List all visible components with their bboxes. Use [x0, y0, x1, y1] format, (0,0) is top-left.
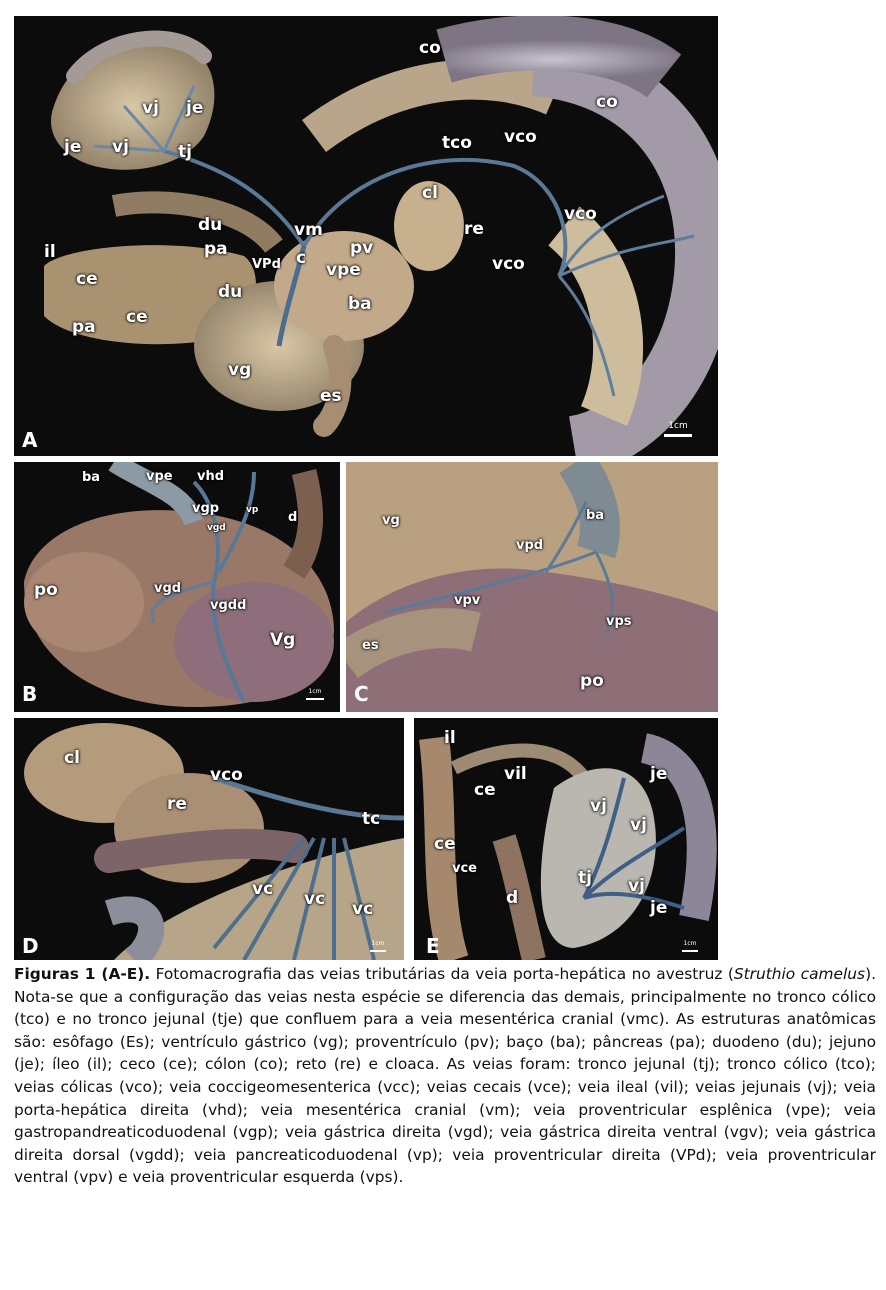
label-cl: cl	[422, 183, 438, 203]
figure-panel-c	[346, 462, 718, 712]
label-tj: tj	[578, 868, 592, 888]
panel-letter-a: A	[22, 428, 38, 452]
label-je: je	[64, 137, 82, 157]
label-vc: vc	[352, 899, 374, 919]
label-tc: tc	[362, 809, 381, 829]
label-je: je	[650, 898, 668, 918]
label-du: du	[218, 282, 243, 302]
label-tj: tj	[178, 142, 192, 162]
label-vc: vc	[304, 889, 326, 909]
label-ce: ce	[434, 834, 456, 854]
figure-panel-b	[14, 462, 340, 712]
panel-letter-d: D	[22, 934, 39, 958]
label-vgd: vgd	[154, 581, 182, 596]
label-vpd: VPd	[252, 257, 281, 272]
caption-text: ). Nota-se que a configuração das veias nesta espécie se diferencia das demais, principalmente no tronco cólico (tco) e no tronco jejunal (tje) que confluem para a veia mesentérica cranial (vmc). As estruturas anatômicas são: esôfago (Es); ventrículo gástrico (vg); proventrículo (pv); baço (ba); pâncreas (pa); duodeno (du); jejuno (je); íleo (il); ceco (ce); cólon (co); reto (re) e cloaca. As veias foram: tronco jejunal (tj); tronco cólico (tco); veias cólicas (vco); veia coccigeomesenterica (vcc); veias cecais (vce); veia ileal (vil); veias jejunais (vj); veia porta-hepática direita (vhd); veia mesentérica cranial (vm); veia proventricular esplênica (vpe); veia gastropandreaticoduodenal (vgp); veia gástrica direita (vgd); veia gástrica direita ventral (vgv); veia gástrica direita dorsal (vgdd); veia pancreaticoduodenal (vp); veia proventricular direita (VPd); veia proventricular ventral (vpv) e veia proventricular esquerda (vps).	[14, 965, 876, 1187]
label-vpe: vpe	[326, 260, 361, 280]
scale-bar-line	[370, 950, 386, 952]
label-re: re	[464, 219, 484, 239]
label-vj: vj	[630, 815, 647, 835]
scale-bar	[682, 940, 698, 952]
caption-lead: Figuras 1 (A-E).	[14, 965, 151, 983]
scale-bar-label: 1cm	[683, 940, 697, 947]
label-ba: ba	[82, 470, 101, 485]
label-d: d	[288, 510, 298, 525]
label-du: du	[198, 215, 223, 235]
label-il: il	[44, 242, 56, 262]
label-co: co	[596, 92, 618, 112]
label-po: po	[34, 580, 58, 600]
label-vco: vco	[564, 204, 597, 224]
label-vj: vj	[112, 137, 129, 157]
label-vj: vj	[590, 796, 607, 816]
label-ce: ce	[76, 269, 98, 289]
label-co: co	[419, 38, 441, 58]
scale-bar-line	[682, 950, 698, 952]
label-es: es	[320, 386, 342, 406]
panel-c-photo	[346, 462, 718, 712]
label-pa: pa	[72, 317, 96, 337]
label-po: po	[580, 671, 604, 691]
figure-panel-e	[414, 718, 718, 960]
label-ce: ce	[126, 307, 148, 327]
label-ba: ba	[348, 294, 372, 314]
label-vg: vg	[228, 360, 252, 380]
label-il: il	[444, 728, 456, 748]
label-d: d	[506, 888, 519, 908]
label-vg: vg	[382, 513, 400, 528]
label-vgp: vgp	[192, 501, 220, 516]
figure-caption	[14, 963, 876, 1189]
label-vj: vj	[142, 98, 159, 118]
scale-bar	[664, 421, 692, 437]
label-pv: pv	[350, 238, 374, 258]
label-vg: Vg	[270, 630, 296, 650]
label-vpe: vpe	[146, 469, 173, 484]
label-re: re	[167, 794, 187, 814]
panel-letter-c: C	[354, 682, 369, 706]
label-vps: vps	[606, 614, 632, 629]
figure-panel-d	[14, 718, 404, 960]
label-vce: vce	[452, 861, 477, 876]
label-vj: vj	[628, 876, 645, 896]
label-vp: vp	[246, 505, 259, 515]
panel-e-photo	[414, 718, 718, 960]
label-tco: tco	[442, 133, 472, 153]
label-es: es	[362, 638, 379, 653]
label-cl: cl	[64, 748, 80, 768]
panel-a-photo	[14, 16, 718, 456]
label-ce: ce	[474, 780, 496, 800]
label-ba: ba	[586, 508, 605, 523]
label-vgd: vgd	[207, 523, 226, 533]
scale-bar-line	[306, 698, 324, 700]
scale-bar-label: 1cm	[308, 688, 322, 695]
label-vpd: vpd	[516, 538, 544, 553]
panel-letter-e: E	[426, 934, 440, 958]
label-je: je	[650, 764, 668, 784]
label-je: je	[186, 98, 204, 118]
label-vco: vco	[210, 765, 243, 785]
label-vc: vc	[252, 879, 274, 899]
label-vgdd: vgdd	[210, 598, 247, 613]
scale-bar	[370, 940, 386, 952]
label-c: c	[296, 248, 307, 268]
scale-bar-line	[664, 434, 692, 437]
caption-text: Fotomacrografia das veias tributárias da veia porta-hepática no avestruz (	[150, 965, 734, 983]
scale-bar-label: 1cm	[668, 421, 688, 431]
panel-letter-b: B	[22, 682, 38, 706]
scale-bar	[306, 688, 324, 700]
label-vhd: vhd	[197, 469, 225, 484]
label-pa: pa	[204, 239, 228, 259]
label-vm: vm	[294, 220, 323, 240]
label-vpv: vpv	[454, 593, 481, 608]
label-vco: vco	[504, 127, 537, 147]
caption-species: Struthio camelus	[733, 965, 866, 983]
scale-bar-label: 1cm	[371, 940, 385, 947]
label-vco: vco	[492, 254, 525, 274]
label-vil: vil	[504, 764, 527, 784]
figure-panel-a	[14, 16, 718, 456]
